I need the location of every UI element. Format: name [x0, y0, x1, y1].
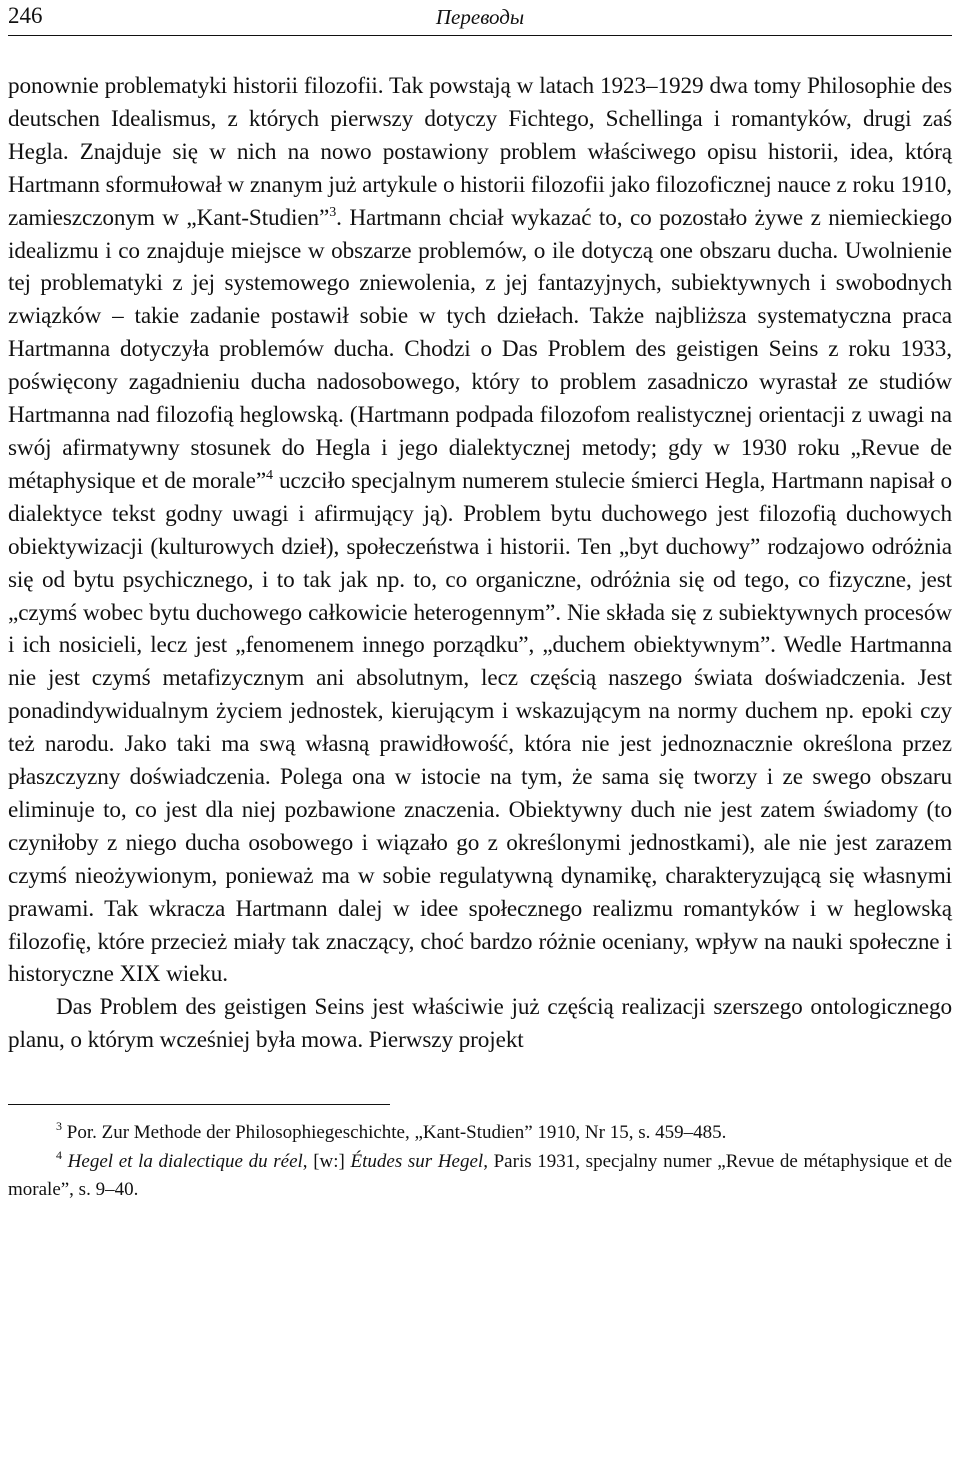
body-text: [8, 70, 952, 1057]
footnote-text: Por. Zur Methode der Philosophiegeschichte, „Kant-Studien” 1910, Nr 15, s. 459–485.: [66, 1122, 727, 1144]
footnote-mark: 4: [56, 1147, 62, 1162]
footnote-cited-title: Hegel et la dialectique du réel: [67, 1150, 303, 1172]
footnote-separator: [8, 1104, 390, 1105]
page-header: [8, 0, 952, 36]
footnote-4: [8, 1148, 952, 1205]
footnote-3: [8, 1119, 952, 1148]
page-number: 246: [8, 3, 43, 28]
footnote-mark: 3: [56, 1119, 62, 1134]
paragraph-2: Das Problem des geistigen Seins jest właściwie już częścią realizacji szerszego ontologicznego planu, o którym wcześniej była mowa. Pierwszy projekt: [8, 994, 952, 1054]
paragraph-1-part-c: uczciło specjalnym numerem stulecie śmierci Hegla, Hartmann napisał o dialektyce tekst godny uwagi i afirmujący ją). Problem bytu duchowego jest filozofią duchowych obiektywizacji (kulturowych dzieł), społeczeństwa i historii. Ten „byt duchowy” rodzajowo odróżnia się od bytu psychicznego, i to tak jak np. to, co organiczne, odróżnia się od tego, co fizyczne, jest „czymś wobec bytu duchowego całkowicie heterogennym”. Nie składa się z subiektywnych procesów i ich nosicieli, lecz jest „fenomenem innego porządku”, „duchem obiektywnym”. Wedle Hartmanna nie jest czymś metafizycznym ani absolutnym, lecz częścią naszego świata doświadczenia. Jest ponadindywidualnym życiem jednostek, kierującym i wskazującym na normy duchem np. epoki czy też narodu. Jako taki ma swą własną prawidłowość, która nie jest jednoznacznie określona przez płaszczyzny doświadczenia. Polega ona w istocie na tym, że sama się tworzy i ze swego obszaru eliminuje to, co jest dla niej pozbawione znaczenia. Obiektywny duch nie jest zatem świadomy (to czyniłoby z niego ducha osobowego i wiązało go z określonymi jednostkami), ale nie jest zarazem czymś nieożywionym, ponieważ ma w sobie regulatywną dynamikę, charakteryzującą się własnymi prawami. Tak wkracza Hartmann dalej w idee społecznego realizmu romantyków i w heglowską filozofię, które przecież miały tak znaczący, choć bardzo różnie oceniany, wpływ na nauki społeczne i historyczne XIX wieku.: [8, 467, 952, 988]
running-head: Переводы: [435, 5, 525, 29]
footnote-text: , [w:]: [302, 1150, 351, 1172]
paragraph-1-part-b: . Hartmann chciał wykazać to, co pozostało żywe z niemieckiego idealizmu i co znajduje miejsce w obszarze problemów, o ile dotyczą one obszaru ducha. Uwolnienie tej problematyki z jej systemowego zniewolenia, z jej fantazyjnych, subiektywnych i swobodnych związków – takie zadanie postawił sobie w tych dziełach. Także najbliższa systematyczna praca Hartmanna dotyczyła problemów ducha. Chodzi o Das Problem des geistigen Seins z roku 1933, poświęcony zagadnieniu ducha nadosobowego, który to problem zasadniczo wyrastał ze studiów Hartmanna nad filozofią heglowską. (Hartmann podpada filozofom realistycznej orientacji z uwagi na swój afirmatywny stosunek do Hegla i jego dialektycznej metody; gdy w 1930 roku „Revue de métaphysique et de morale”: [8, 204, 952, 494]
footnote-cited-source: Études sur Hegel: [350, 1150, 484, 1172]
footnotes: [8, 1119, 952, 1205]
paragraph-1: [8, 70, 952, 991]
paragraph-1-part-a: ponownie problematyki historii filozofii. Tak powstają w latach 1923–1929 dwa tomy Philosophie des deutschen Idealismus, z których pierwszy dotyczy Fichtego, Schellinga i romantyków, drugi zaś Hegla. Znajduje się w nich na nowo postawiony problem właściwego opisu historii, idea, którą Hartmann sformułował w znanym już artykule o historii filozofii jako filozoficznej nauce z roku 1910, zamieszczonym w „Kant-Studien”: [8, 73, 952, 231]
footnote-reference-3[interactable]: 3: [329, 204, 337, 220]
document-page: [8, 0, 952, 1205]
footnote-reference-4[interactable]: 4: [266, 467, 273, 483]
footnote-text: , Paris 1931, specjalny numer „Revue de métaphysique et de morale”, s. 9–40.: [8, 1150, 953, 1201]
